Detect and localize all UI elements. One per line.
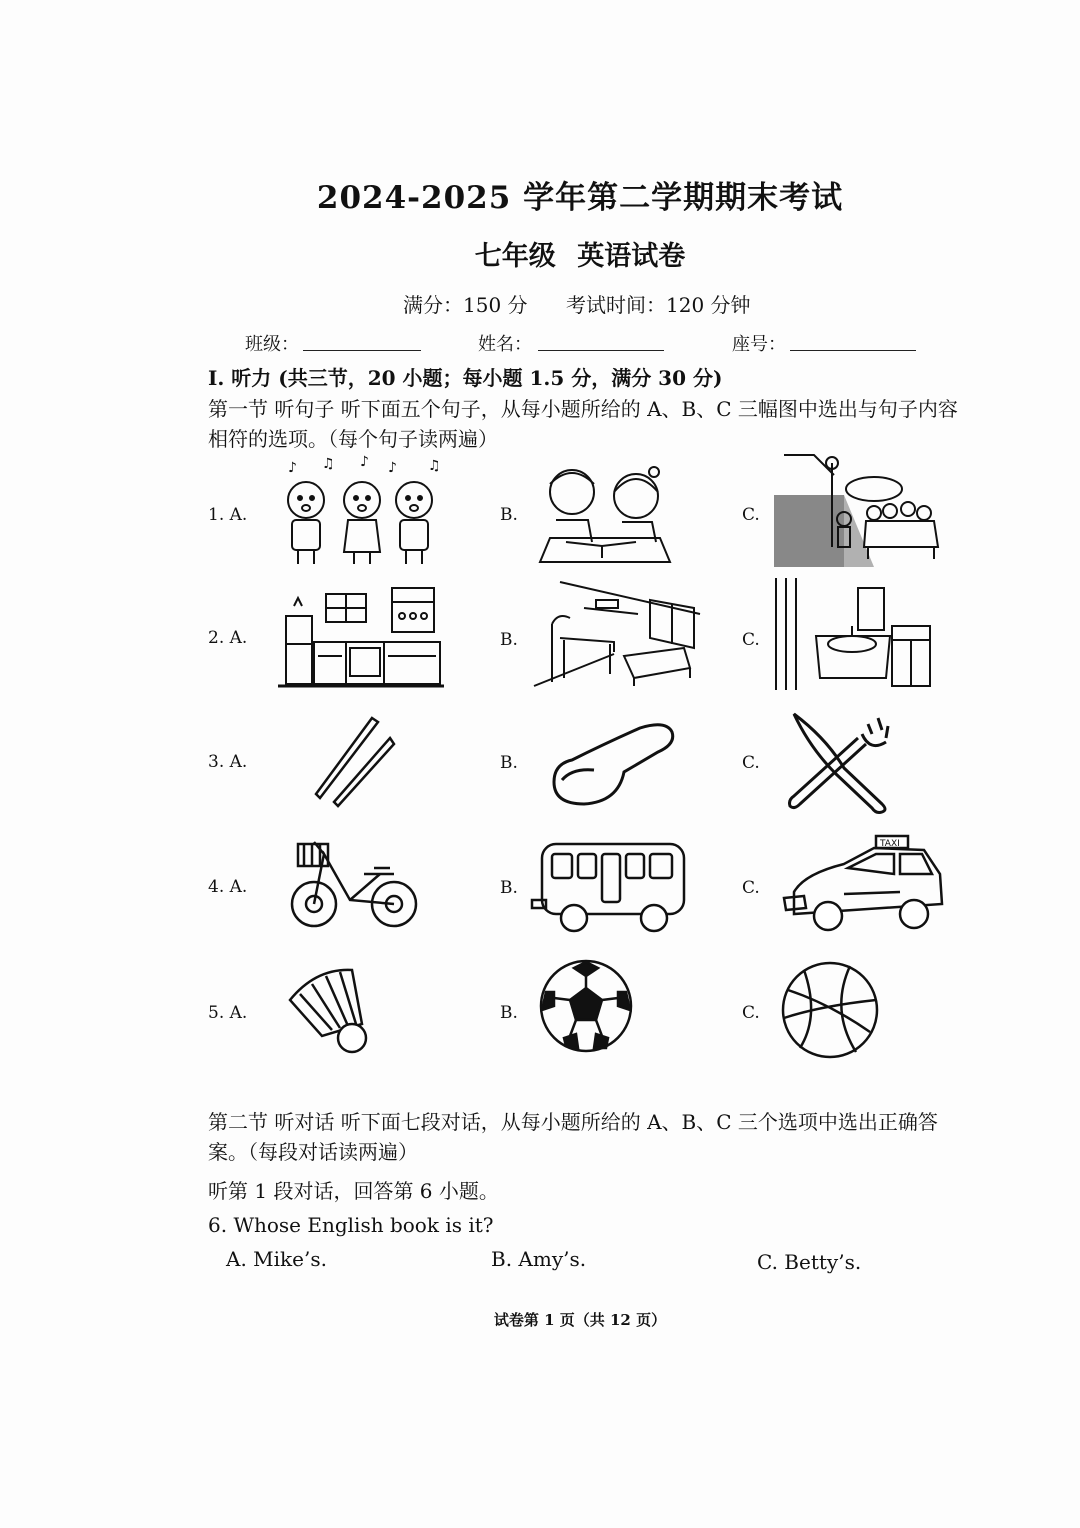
bathroom-image	[772, 578, 934, 690]
q3-option-c: C.	[742, 753, 760, 773]
full-marks: 满分：150 分	[403, 293, 528, 317]
children-reading-image	[536, 462, 672, 566]
q3-option-b: B.	[500, 753, 518, 773]
bedroom-image	[534, 578, 702, 690]
exam-subtitle: 七年级 英语试卷	[474, 241, 686, 272]
class-label: 班级：	[245, 334, 299, 355]
knife-fork-icon	[786, 708, 896, 812]
class-blank[interactable]	[303, 350, 421, 351]
q1-option-b: B.	[500, 505, 518, 525]
q4-option-c: C.	[742, 878, 760, 898]
svg-text:♪: ♪	[288, 460, 297, 476]
taxi-sign: TAXI	[880, 839, 900, 849]
chopsticks-icon	[310, 714, 400, 810]
q6-option-c[interactable]: C. Betty’s.	[757, 1250, 862, 1274]
seat-blank[interactable]	[790, 350, 916, 351]
dialogue1-intro: 听第 1 段对话，回答第 6 小题。	[208, 1179, 499, 1203]
svg-text:♫: ♫	[322, 456, 335, 472]
q2-label: 2. A.	[208, 628, 248, 648]
seat-label: 座号：	[732, 334, 786, 355]
kitchen-image	[278, 582, 444, 688]
q6-stem: 6. Whose English book is it?	[208, 1213, 494, 1237]
q4-option-b: B.	[500, 878, 518, 898]
name-label: 姓名：	[478, 334, 532, 355]
exam-title: 2024-2025 学年第二学期期末考试	[316, 180, 844, 216]
bus-icon	[532, 836, 688, 934]
exam-time: 考试时间：120 分钟	[566, 293, 751, 317]
name-blank[interactable]	[538, 350, 664, 351]
q6-option-a[interactable]: A. Mike’s.	[226, 1247, 327, 1271]
q1-label: 1. A.	[208, 505, 248, 525]
basketball-icon	[780, 960, 880, 1060]
q1-option-c: C.	[742, 505, 760, 525]
q5-option-c: C.	[742, 1003, 760, 1023]
svg-text:♫: ♫	[428, 458, 441, 474]
q6-option-b[interactable]: B. Amy’s.	[491, 1247, 587, 1271]
section2-instruction: 第二节 听对话 听下面七段对话，从每小题所给的 A、B、C 三个选项中选出正确答案。（每段对话读两遍）	[208, 1110, 938, 1164]
q3-label: 3. A.	[208, 752, 248, 772]
svg-text:♪: ♪	[388, 460, 397, 476]
bicycle-icon	[290, 834, 420, 930]
q2-option-b: B.	[500, 630, 518, 650]
taxi-icon	[784, 834, 944, 938]
soccer-ball-icon	[538, 958, 634, 1054]
q5-label: 5. A.	[208, 1003, 248, 1023]
section1-instruction: 第一节 听句子 听下面五个句子，从每小题所给的 A、B、C 三幅图中选出与句子内容相符的选项。（每个句子读两遍）	[208, 397, 958, 451]
children-singing-image	[278, 454, 444, 568]
shuttlecock-icon	[286, 964, 376, 1054]
q5-option-b: B.	[500, 1003, 518, 1023]
q2-option-c: C.	[742, 630, 760, 650]
svg-text:♪: ♪	[360, 454, 369, 470]
page-footer: 试卷第 1 页（共 12 页）	[493, 1311, 667, 1329]
street-talking-image	[774, 455, 940, 567]
section-heading: I. 听力 (共三节，20 小题；每小题 1.5 分，满分 30 分)	[208, 366, 723, 390]
q4-label: 4. A.	[208, 877, 248, 897]
spoon-icon	[548, 716, 678, 808]
